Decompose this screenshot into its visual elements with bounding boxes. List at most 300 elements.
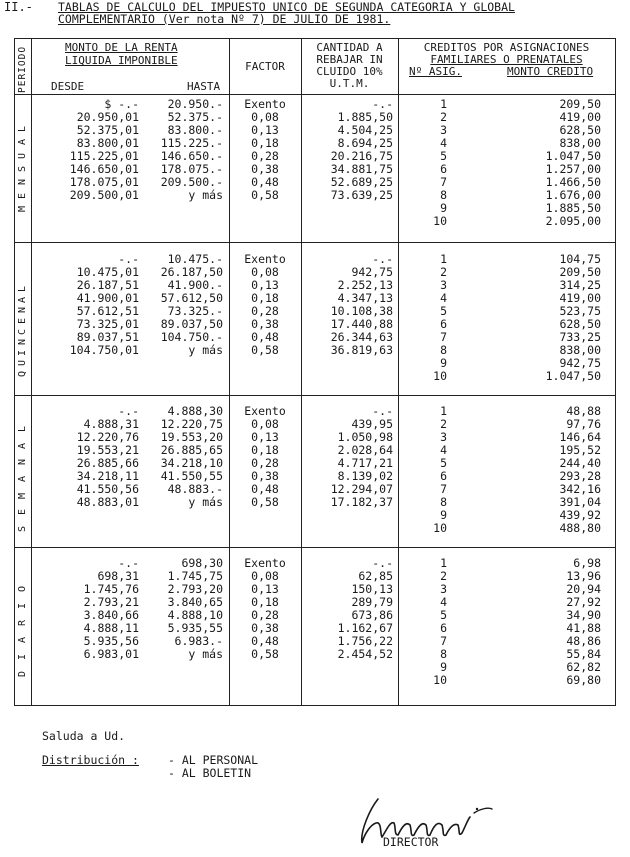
rebajar-cell: -.- bbox=[372, 556, 393, 570]
hasta-cell: 698,30 bbox=[181, 556, 223, 570]
monto-credito-cell: 34,90 bbox=[566, 608, 601, 622]
hasta-cell: 6.983.- bbox=[174, 634, 223, 648]
monto-credito-cell: 195,52 bbox=[559, 443, 601, 457]
monto-credito-cell: 628,50 bbox=[559, 123, 601, 137]
monto-credito-cell: 1.257,00 bbox=[545, 162, 601, 176]
hasta-cell: 104.750.- bbox=[160, 330, 223, 344]
period-label-letter: I bbox=[17, 653, 28, 661]
n-asig-cell: 5 bbox=[440, 456, 447, 470]
hasta-cell: 89.037,50 bbox=[160, 317, 223, 331]
rebajar-cell: 52.689,25 bbox=[330, 175, 393, 189]
rebajar-cell: 8.139,02 bbox=[337, 469, 393, 483]
credit-row bbox=[15, 621, 615, 634]
rebajar-cell: 4.504,25 bbox=[337, 123, 393, 137]
factor-cell: 0,58 bbox=[251, 495, 279, 509]
hasta-cell: 73.325.- bbox=[167, 304, 223, 318]
desde-cell: $ -.- bbox=[104, 97, 139, 111]
n-asig-cell: 1 bbox=[440, 252, 447, 266]
desde-cell: 2.793,21 bbox=[83, 595, 139, 609]
monto-credito-cell: 1.047,50 bbox=[545, 149, 601, 163]
desde-cell: 6.983,01 bbox=[83, 647, 139, 661]
n-asig-cell: 2 bbox=[440, 417, 447, 431]
hasta-cell: 4.888,30 bbox=[167, 404, 223, 418]
factor-cell: 0,18 bbox=[251, 443, 279, 457]
monto-credito-cell: 628,50 bbox=[559, 317, 601, 331]
desde-cell: 41.900,01 bbox=[76, 291, 139, 305]
factor-cell: 0,08 bbox=[251, 110, 279, 124]
credit-row bbox=[15, 634, 615, 647]
monto-credito-cell: 6,98 bbox=[573, 556, 601, 570]
factor-cell: 0,28 bbox=[251, 149, 279, 163]
desde-cell: 73.325,01 bbox=[76, 317, 139, 331]
n-asig-cell: 6 bbox=[440, 162, 447, 176]
n-asig-cell: 7 bbox=[440, 175, 447, 189]
hasta-cell: 83.800.- bbox=[167, 123, 223, 137]
rebajar-cell: 2.454,52 bbox=[337, 647, 393, 661]
desde-cell: 209.500,01 bbox=[69, 188, 139, 202]
rebajar-cell: 36.819,63 bbox=[330, 343, 393, 357]
monto-header-1: MONTO DE LA RENTA bbox=[65, 41, 178, 54]
period-label-letter: A bbox=[17, 442, 28, 449]
period-label-letter: U bbox=[17, 360, 28, 367]
monto-credito-cell: 62,82 bbox=[566, 660, 601, 674]
period-label-letter: I bbox=[17, 602, 28, 610]
credit-row bbox=[15, 556, 615, 569]
n-asig-cell: 9 bbox=[440, 201, 447, 215]
cantidad-header-2: REBAJAR IN bbox=[316, 53, 383, 66]
rebajar-cell: 8.694,25 bbox=[337, 136, 393, 150]
monto-credito-cell: 523,75 bbox=[559, 304, 601, 318]
cantidad-header-1: CANTIDAD A bbox=[316, 41, 383, 54]
monto-credito-cell: 419,00 bbox=[559, 110, 601, 124]
n-asig-cell: 3 bbox=[440, 278, 447, 292]
hasta-cell: 115.225.- bbox=[160, 136, 223, 150]
desde-cell: 34.218,11 bbox=[76, 469, 139, 483]
monto-header-2: LIQUIDA IMPONIBLE bbox=[65, 54, 178, 67]
desde-cell: 41.550,56 bbox=[76, 482, 139, 496]
desde-cell: 3.840,66 bbox=[83, 608, 139, 622]
desde-cell: 12.220,76 bbox=[76, 430, 139, 444]
rebajar-cell: 12.294,07 bbox=[330, 482, 393, 496]
rebajar-cell: 942,75 bbox=[351, 265, 393, 279]
period-label-letter: L bbox=[17, 125, 28, 133]
hasta-cell: 41.550,55 bbox=[160, 469, 223, 483]
monto-credito-cell: 20,94 bbox=[566, 582, 601, 596]
factor-cell: Exento bbox=[244, 252, 286, 266]
hasta-cell: 57.612,50 bbox=[160, 291, 223, 305]
credit-row bbox=[15, 660, 615, 673]
hasta-cell: 1.745,75 bbox=[167, 569, 223, 583]
rebajar-cell: 20.216,75 bbox=[330, 149, 393, 163]
desde-cell: -.- bbox=[118, 404, 139, 418]
rebajar-cell: 1.885,50 bbox=[337, 110, 393, 124]
distribucion-personal: - AL PERSONAL bbox=[168, 753, 259, 767]
factor-cell: 0,48 bbox=[251, 175, 279, 189]
credit-row bbox=[15, 482, 615, 495]
credit-row bbox=[15, 188, 615, 201]
monto-credito-cell: 146,64 bbox=[559, 430, 601, 444]
hasta-cell: 20.950.- bbox=[167, 97, 223, 111]
cantidad-header-3: CLUIDO 10% bbox=[316, 65, 383, 78]
credit-row bbox=[15, 356, 615, 369]
factor-cell: 0,28 bbox=[251, 304, 279, 318]
rebajar-cell: 1.162,67 bbox=[337, 621, 393, 635]
rebajar-cell: 26.344,63 bbox=[330, 330, 393, 344]
rebajar-cell: 62,85 bbox=[358, 569, 393, 583]
factor-cell: 0,13 bbox=[251, 582, 279, 596]
monto-credito-cell: 55,84 bbox=[566, 647, 601, 661]
n-asig-cell: 8 bbox=[440, 188, 447, 202]
n-asig-cell: 1 bbox=[440, 97, 447, 111]
monto-credito-cell: 439,92 bbox=[559, 508, 601, 522]
n-asig-cell: 8 bbox=[440, 495, 447, 509]
factor-cell: Exento bbox=[244, 97, 286, 111]
hasta-header: HASTA bbox=[187, 80, 221, 93]
rebajar-cell: 73.639,25 bbox=[330, 188, 393, 202]
rebajar-cell: 34.881,75 bbox=[330, 162, 393, 176]
factor-cell: 0,38 bbox=[251, 317, 279, 331]
monto-credito-cell: 314,25 bbox=[559, 278, 601, 292]
title-line-1: TABLAS DE CALCULO DEL IMPUESTO UNICO DE SEGUNDA CATEGORIA Y GLOBAL bbox=[58, 0, 515, 14]
hasta-cell: 12.220,75 bbox=[160, 417, 223, 431]
credit-row bbox=[15, 304, 615, 317]
credit-row bbox=[15, 369, 615, 382]
n-asig-cell: 10 bbox=[433, 521, 447, 535]
credit-row bbox=[15, 175, 615, 188]
n-asig-cell: 9 bbox=[440, 508, 447, 522]
factor-cell: 0,38 bbox=[251, 621, 279, 635]
director-title: DIRECTOR bbox=[383, 835, 439, 849]
period-label-letter: R bbox=[17, 619, 28, 627]
credit-row bbox=[15, 430, 615, 443]
credit-row bbox=[15, 569, 615, 582]
monto-credito-cell: 1.885,50 bbox=[545, 201, 601, 215]
hasta-cell: 3.840,65 bbox=[167, 595, 223, 609]
desde-cell: 4.888,31 bbox=[83, 417, 139, 431]
factor-cell: 0,08 bbox=[251, 265, 279, 279]
desde-cell: 1.745,76 bbox=[83, 582, 139, 596]
period-label-letter: M bbox=[17, 492, 28, 499]
desde-cell: 115.225,01 bbox=[69, 149, 139, 163]
period-label-letter: S bbox=[17, 165, 28, 172]
credit-row bbox=[15, 162, 615, 175]
hasta-cell: 41.900.- bbox=[167, 278, 223, 292]
desde-cell: 10.475,01 bbox=[76, 265, 139, 279]
rebajar-cell: 4.717,21 bbox=[337, 456, 393, 470]
n-asig-cell: 4 bbox=[440, 136, 447, 150]
hasta-cell: 2.793,20 bbox=[167, 582, 223, 596]
credit-row bbox=[15, 136, 615, 149]
credit-row bbox=[15, 492, 615, 509]
credit-row bbox=[15, 97, 615, 110]
creditos-header-1: CREDITOS POR ASIGNACIONES bbox=[423, 41, 590, 54]
factor-cell: 0,13 bbox=[251, 430, 279, 444]
monto-credito-cell: 97,76 bbox=[566, 417, 601, 431]
credit-row bbox=[15, 456, 615, 469]
credit-row bbox=[15, 608, 615, 621]
factor-cell: Exento bbox=[244, 404, 286, 418]
credit-row bbox=[15, 582, 615, 595]
monto-credito-cell: 1.466,50 bbox=[545, 175, 601, 189]
n-asig-cell: 1 bbox=[440, 556, 447, 570]
period-label-letter: C bbox=[17, 328, 28, 335]
hasta-cell: y más bbox=[188, 188, 223, 202]
factor-cell: 0,58 bbox=[251, 343, 279, 357]
factor-cell: 0,18 bbox=[251, 595, 279, 609]
n-asig-cell: 4 bbox=[440, 291, 447, 305]
monto-credito-cell: 488,80 bbox=[559, 521, 601, 535]
factor-cell: 0,48 bbox=[251, 330, 279, 344]
n-asig-cell: 10 bbox=[433, 673, 447, 687]
hasta-cell: 4.888,10 bbox=[167, 608, 223, 622]
n-asig-cell: 5 bbox=[440, 304, 447, 318]
n-asig-cell: 2 bbox=[440, 110, 447, 124]
saluda-text: Saluda a Ud. bbox=[42, 729, 126, 743]
n-asig-cell: 2 bbox=[440, 569, 447, 583]
period-label-letter: D bbox=[17, 670, 28, 678]
period-label-letter: A bbox=[17, 139, 28, 146]
period-label-letter: N bbox=[17, 307, 28, 314]
creditos-header-2: FAMILIARES O PRENATALES bbox=[430, 53, 583, 66]
rebajar-cell: 673,86 bbox=[351, 608, 393, 622]
hasta-cell: 19.553,20 bbox=[160, 430, 223, 444]
n-asig-cell: 6 bbox=[440, 317, 447, 331]
desde-cell: -.- bbox=[118, 252, 139, 266]
factor-cell: 0,38 bbox=[251, 162, 279, 176]
factor-cell: 0,58 bbox=[251, 188, 279, 202]
monto-credito-cell: 41,88 bbox=[566, 621, 601, 635]
desde-cell: 83.800,01 bbox=[76, 136, 139, 150]
factor-cell: 0,08 bbox=[251, 569, 279, 583]
rebajar-cell: -.- bbox=[372, 252, 393, 266]
rebajar-cell: -.- bbox=[372, 97, 393, 111]
section-divider bbox=[15, 242, 615, 243]
factor-cell: 0,18 bbox=[251, 291, 279, 305]
rebajar-cell: 1.756,22 bbox=[337, 634, 393, 648]
factor-cell: Exento bbox=[244, 556, 286, 570]
credit-row bbox=[15, 265, 615, 278]
credit-row bbox=[15, 443, 615, 456]
desde-cell: 104.750,01 bbox=[69, 343, 139, 357]
rebajar-cell: 289,79 bbox=[351, 595, 393, 609]
monto-credito-cell: 13,96 bbox=[566, 569, 601, 583]
factor-cell: 0,48 bbox=[251, 482, 279, 496]
n-asig-cell: 4 bbox=[440, 443, 447, 457]
period-label-letter: S bbox=[17, 525, 28, 532]
hasta-cell: 5.935,55 bbox=[167, 621, 223, 635]
hasta-cell: 10.475.- bbox=[167, 252, 223, 266]
monto-credito-cell: 733,25 bbox=[559, 330, 601, 344]
factor-cell: 0,28 bbox=[251, 456, 279, 470]
factor-cell: 0,58 bbox=[251, 647, 279, 661]
hasta-cell: 146.650.- bbox=[160, 149, 223, 163]
factor-cell: 0,08 bbox=[251, 417, 279, 431]
section-divider bbox=[15, 395, 615, 396]
credit-row bbox=[15, 201, 615, 214]
period-label-letter: N bbox=[17, 339, 28, 346]
monto-credito-cell: 48,88 bbox=[566, 404, 601, 418]
period-label-letter: L bbox=[17, 425, 28, 433]
credit-row bbox=[15, 278, 615, 291]
cantidad-header-4: U.T.M. bbox=[329, 77, 370, 90]
n-asig-cell: 3 bbox=[440, 123, 447, 137]
period-label-letter: I bbox=[17, 349, 28, 356]
credit-row bbox=[15, 508, 615, 521]
monto-credito-cell: 2.095,00 bbox=[545, 214, 601, 228]
desde-cell: 26.187,51 bbox=[76, 278, 139, 292]
hasta-cell: y más bbox=[188, 647, 223, 661]
period-label-letter: A bbox=[17, 636, 28, 644]
hasta-cell: 34.218,10 bbox=[160, 456, 223, 470]
credit-row bbox=[15, 214, 615, 227]
monto-credito-cell: 48,86 bbox=[566, 634, 601, 648]
n-asig-cell: 9 bbox=[440, 356, 447, 370]
monto-credito-cell: 942,75 bbox=[559, 356, 601, 370]
rebajar-cell: 150,13 bbox=[351, 582, 393, 596]
hasta-cell: 178.075.- bbox=[160, 162, 223, 176]
credit-row bbox=[15, 469, 615, 482]
period-label-letter: E bbox=[17, 509, 28, 516]
desde-cell: -.- bbox=[118, 556, 139, 570]
section-number: II.- bbox=[4, 0, 33, 14]
rebajar-cell: 17.182,37 bbox=[330, 495, 393, 509]
desde-cell: 4.888,11 bbox=[83, 621, 139, 635]
desde-cell: 52.375,01 bbox=[76, 123, 139, 137]
monto-credito-cell: 209,50 bbox=[559, 97, 601, 111]
credit-row bbox=[15, 317, 615, 330]
monto-credito-cell: 1.676,00 bbox=[545, 188, 601, 202]
monto-credito-cell: 69,80 bbox=[566, 673, 601, 687]
n-asig-header: Nº ASIG. bbox=[409, 65, 462, 78]
monto-credito-cell: 244,40 bbox=[559, 456, 601, 470]
n-asig-cell: 4 bbox=[440, 595, 447, 609]
n-asig-cell: 6 bbox=[440, 469, 447, 483]
credit-row bbox=[15, 521, 615, 534]
credit-row bbox=[15, 291, 615, 304]
hasta-cell: 26.885,65 bbox=[160, 443, 223, 457]
distribucion-label: Distribución : bbox=[42, 753, 139, 767]
period-label-letter: N bbox=[17, 459, 28, 466]
desde-cell: 57.612,51 bbox=[76, 304, 139, 318]
rebajar-cell: 10.108,38 bbox=[330, 304, 393, 318]
hasta-cell: 26.187,50 bbox=[160, 265, 223, 279]
credit-row bbox=[15, 252, 615, 265]
credit-row bbox=[15, 404, 615, 417]
n-asig-cell: 8 bbox=[440, 647, 447, 661]
credit-row bbox=[15, 343, 615, 356]
hasta-cell: 52.375.- bbox=[167, 110, 223, 124]
hasta-cell: y más bbox=[188, 495, 223, 509]
period-label-letter: M bbox=[17, 205, 28, 212]
credit-row bbox=[15, 123, 615, 136]
period-label-letter: N bbox=[17, 179, 28, 186]
monto-credito-cell: 104,75 bbox=[559, 252, 601, 266]
desde-cell: 698,31 bbox=[97, 569, 139, 583]
factor-cell: 0,28 bbox=[251, 608, 279, 622]
header-divider bbox=[15, 94, 615, 95]
credit-row bbox=[15, 417, 615, 433]
monto-credito-cell: 391,04 bbox=[559, 495, 601, 509]
factor-cell: 0,38 bbox=[251, 469, 279, 483]
desde-header: DESDE bbox=[51, 80, 85, 93]
monto-credito-header: MONTO CREDITO bbox=[507, 65, 594, 78]
n-asig-cell: 10 bbox=[433, 214, 447, 228]
desde-cell: 20.950,01 bbox=[76, 110, 139, 124]
hasta-cell: 209.500.- bbox=[160, 175, 223, 189]
rebajar-cell: 4.347,13 bbox=[337, 291, 393, 305]
section-divider bbox=[15, 547, 615, 548]
n-asig-cell: 3 bbox=[440, 430, 447, 444]
desde-cell: 48.883,01 bbox=[76, 495, 139, 509]
hasta-cell: y más bbox=[188, 343, 223, 357]
n-asig-cell: 5 bbox=[440, 149, 447, 163]
title-line-2: COMPLEMENTARIO (Ver nota Nº 7) DE JULIO DE 1981. bbox=[58, 12, 391, 26]
period-label-letter: U bbox=[17, 152, 28, 159]
factor-cell: 0,18 bbox=[251, 136, 279, 150]
n-asig-cell: 5 bbox=[440, 608, 447, 622]
period-label-letter: E bbox=[17, 317, 28, 324]
n-asig-cell: 3 bbox=[440, 582, 447, 596]
credit-row bbox=[15, 149, 615, 162]
n-asig-cell: 7 bbox=[440, 482, 447, 496]
desde-cell: 146.650,01 bbox=[69, 162, 139, 176]
periodo-header: PERIODO bbox=[17, 45, 28, 93]
period-label-letter: O bbox=[17, 585, 28, 593]
rebajar-cell: -.- bbox=[372, 404, 393, 418]
rebajar-cell: 2.252,13 bbox=[337, 278, 393, 292]
rebajar-cell: 1.050,98 bbox=[337, 430, 393, 444]
desde-cell: 5.935,56 bbox=[83, 634, 139, 648]
credit-row bbox=[15, 647, 615, 660]
rebajar-cell: 439,95 bbox=[351, 417, 393, 431]
monto-credito-cell: 293,28 bbox=[559, 469, 601, 483]
factor-header: FACTOR bbox=[245, 60, 285, 73]
credit-row bbox=[15, 670, 615, 687]
distribucion-boletin: - AL BOLETIN bbox=[168, 766, 252, 780]
desde-cell: 19.553,21 bbox=[76, 443, 139, 457]
factor-cell: 0,13 bbox=[251, 278, 279, 292]
factor-cell: 0,48 bbox=[251, 634, 279, 648]
period-label-letter: L bbox=[17, 285, 28, 293]
credit-row bbox=[15, 110, 615, 123]
monto-credito-cell: 342,16 bbox=[559, 482, 601, 496]
n-asig-cell: 7 bbox=[440, 330, 447, 344]
n-asig-cell: 10 bbox=[433, 369, 447, 383]
desde-cell: 178.075,01 bbox=[69, 175, 139, 189]
period-label-letter: Q bbox=[17, 370, 28, 378]
factor-cell: 0,13 bbox=[251, 123, 279, 137]
monto-credito-cell: 209,50 bbox=[559, 265, 601, 279]
monto-credito-cell: 838,00 bbox=[559, 343, 601, 357]
monto-credito-cell: 1.047,50 bbox=[545, 369, 601, 383]
period-label-letter: E bbox=[17, 192, 28, 199]
rebajar-cell: 17.440,88 bbox=[330, 317, 393, 331]
monto-credito-cell: 838,00 bbox=[559, 136, 601, 150]
period-label-letter: A bbox=[17, 475, 28, 482]
desde-cell: 26.885,66 bbox=[76, 456, 139, 470]
monto-credito-cell: 27,92 bbox=[566, 595, 601, 609]
rebajar-cell: 2.028,64 bbox=[337, 443, 393, 457]
n-asig-cell: 7 bbox=[440, 634, 447, 648]
n-asig-cell: 1 bbox=[440, 404, 447, 418]
hasta-cell: 48.883.- bbox=[167, 482, 223, 496]
n-asig-cell: 8 bbox=[440, 343, 447, 357]
desde-cell: 89.037,51 bbox=[76, 330, 139, 344]
credit-row bbox=[15, 595, 615, 608]
period-label-letter: A bbox=[17, 296, 28, 303]
n-asig-cell: 9 bbox=[440, 660, 447, 674]
credit-row bbox=[15, 330, 615, 346]
